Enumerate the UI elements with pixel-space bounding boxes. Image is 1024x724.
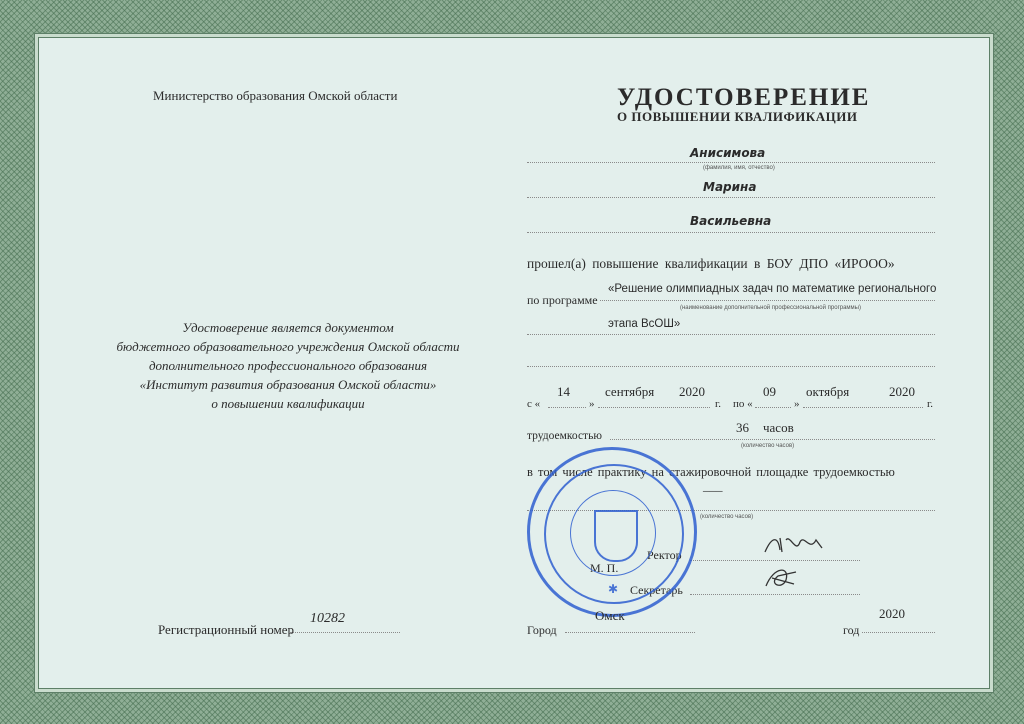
program-line2: этапа ВсОШ» [608,318,681,330]
patronymic-line [527,232,935,233]
registration-label: Регистрационный номер [158,622,294,637]
internship-text: в том числе практику на стажировочной площадке трудоемкостью [527,465,895,479]
first-name-line [527,197,935,198]
registration-number: 10282 [310,611,345,626]
fio-caption: (фамилия, имя, отчество) [703,165,775,171]
date-from-month-line [598,407,710,408]
official-seal-icon: ✱ [527,447,697,617]
certificate-subtitle: О ПОВЫШЕНИИ КВАЛИФИКАЦИИ [617,109,858,124]
date-from-year: 2020 [679,384,705,399]
date-from-quote: » [589,398,595,410]
program-line-2 [527,334,935,335]
year-value: 2020 [879,606,905,621]
program-label: по программе [527,293,598,307]
hours-unit: часов [763,420,794,435]
hours-line [610,439,935,440]
internship-caption: (количество часов) [700,514,754,520]
date-to-month: октября [806,384,850,399]
director-signature-icon [760,530,830,560]
left-statement [88,318,488,413]
date-from-day: 14 [557,384,570,399]
surname-value: Анисимова [690,146,766,160]
statement-line: бюджетного образовательного учреждения Омской области [116,339,460,354]
date-from-prefix: с « [527,398,541,410]
director-label: Ректор [647,548,682,562]
statement-line: о повышении квалификации [211,396,365,411]
mp-label: М. П. [590,561,619,575]
secretary-line [690,594,860,595]
director-line [690,560,860,561]
hours-value: 36 [736,420,749,435]
secretary-label: Секретарь [630,583,683,597]
patronymic-value: Васильевна [690,214,772,228]
registration-line [290,632,400,633]
date-to-day-line [755,407,791,408]
passed-text: прошел(а) повышение квалификации в БОУ ДПО «ИРООО» [527,256,895,271]
date-to-year: 2020 [889,384,915,399]
internship-value: ___ [703,478,723,493]
date-from-month: сентября [605,384,655,399]
date-to-month-line [803,407,923,408]
secretary-signature-icon [760,562,805,592]
ministry-title: Министерство образования Омской области [153,88,398,103]
date-to-prefix: по « [733,398,753,410]
date-to-year-suffix: г. [927,398,934,410]
date-from-year-suffix: г. [715,398,722,410]
date-to-day: 09 [763,384,776,399]
program-line-3 [527,366,935,367]
first-name-value: Марина [703,180,757,194]
city-line [565,632,695,633]
year-label: год [843,623,860,637]
statement-line: Удостоверение является документом [182,320,394,335]
statement-line: дополнительного профессионального образования [148,358,428,373]
statement-line: «Институт развития образования Омской области» [139,377,437,392]
city-value: Омск [595,608,625,623]
surname-line [527,162,935,163]
hours-caption: (количество часов) [741,443,795,449]
city-label: Город [527,623,557,637]
date-from-day-line [548,407,586,408]
program-line-1 [600,300,935,301]
program-caption: (наименование дополнительной профессиональной программы) [680,305,861,311]
certificate-title: УДОСТОВЕРЕНИЕ [617,84,871,111]
hours-label: трудоемкостью [527,430,602,442]
program-line1: «Решение олимпиадных задач по математике регионального [608,283,937,295]
year-line [862,632,935,633]
date-to-quote: » [794,398,800,410]
